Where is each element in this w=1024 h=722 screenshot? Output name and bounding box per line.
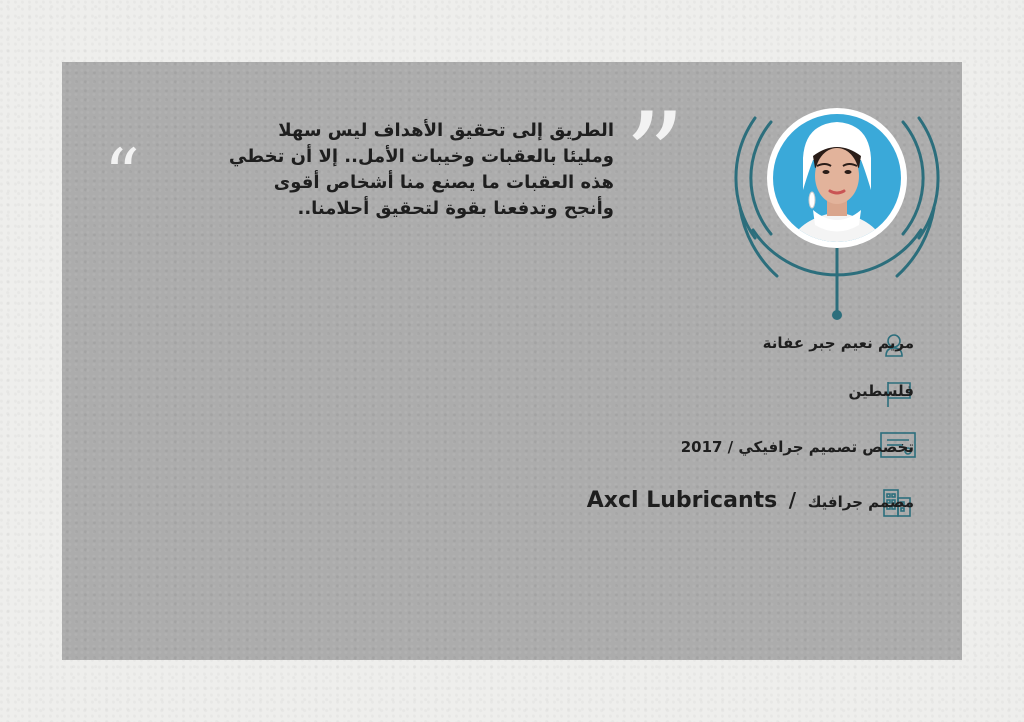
education-label: تخصص تصميم جرافيكي / 2017 [680, 438, 914, 456]
connector-dot [832, 310, 842, 320]
quote-text [144, 118, 614, 222]
job-row [587, 488, 914, 513]
quote-line: هذه العقبات ما يصنع منا أشخاص أقوى [273, 172, 614, 193]
person-name: مريم نعيم جبر عفانة [762, 334, 914, 352]
profile-portrait [725, 80, 950, 325]
quote-line: الطريق إلى تحقيق الأهداف ليس سهلا [278, 120, 614, 141]
quote-close-mark: “ [104, 134, 140, 216]
job-title: مصمم جرافيك [807, 493, 914, 511]
quote-line: وأنجح وتدفعنا بقوة لتحقيق أحلامنا.. [297, 198, 614, 219]
quote-line: ومليئا بالعقبات وخيبات الأمل.. إلا أن تخطي [228, 146, 614, 167]
job-separator: / [788, 488, 797, 512]
company-name: Axcl Lubricants [586, 488, 778, 513]
quote-open-mark: ” [624, 88, 686, 227]
country-label: فلسطين [848, 382, 914, 400]
